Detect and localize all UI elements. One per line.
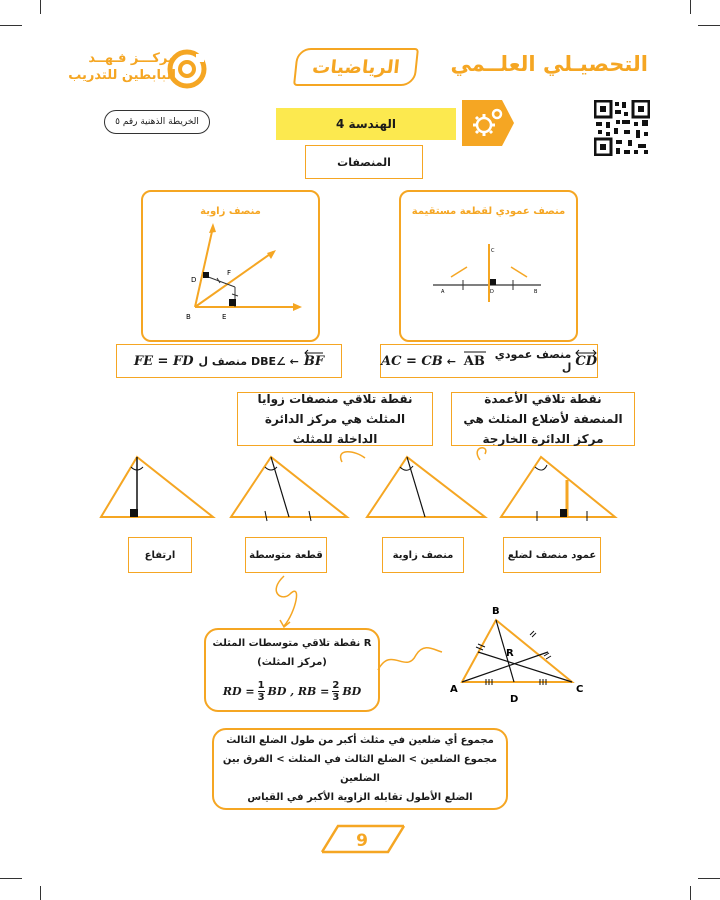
- crop-mark: [690, 886, 691, 900]
- angle-bisector-card: [141, 190, 320, 342]
- crop-mark: [690, 0, 691, 14]
- incenter-note: نقطة تلاقي منصفات زوايا المثلث هي مركز الدائرة الداخلة للمثلث: [237, 392, 433, 446]
- centroid-line-1: R نقطة تلاقي متوسطات المثلث: [212, 638, 372, 649]
- point-label: D: [490, 289, 494, 295]
- qr-code-icon: [594, 100, 650, 156]
- point-label: R: [506, 648, 514, 659]
- label-median: قطعة متوسطة: [245, 537, 327, 573]
- point-label: B: [186, 313, 191, 321]
- topic-box: المنصفات: [305, 145, 423, 179]
- logo-icon: [166, 48, 208, 90]
- caption-text: ← ∠DBE منصف ل: [198, 354, 299, 368]
- angle-bisector-title: منصف زاوية: [200, 206, 261, 217]
- caption-ray: BF: [304, 354, 324, 369]
- median-connector-arrow: [262, 572, 322, 632]
- crop-mark: [0, 25, 22, 26]
- fraction-two-thirds: $\frac{2}{3}$: [332, 680, 340, 703]
- point-label: A: [450, 684, 458, 695]
- label-angle-bisector: منصف زاوية: [382, 537, 464, 573]
- subject-badge: الرياضيات: [293, 48, 419, 86]
- crop-mark: [698, 878, 720, 879]
- logo-line-1: مركـــز فـهــد: [88, 51, 176, 66]
- caption-line: CD: [575, 354, 597, 369]
- inequality-line-1: مجموع أي ضلعين في مثلث أكبر من طول الضلع الثالث: [226, 735, 494, 746]
- page-number-badge: [318, 822, 408, 858]
- angle-bisector-figure: [143, 192, 318, 340]
- centroid-formula: RD = $\frac{1}{3}$ BD , RB = $\frac{2}{3}$ BD: [222, 680, 362, 703]
- centroid-card: [204, 628, 380, 712]
- label-perp-bisector: عمود منصف لضلع: [503, 537, 601, 573]
- perp-bisector-title: منصف عمودي لقطعة مستقيمة: [411, 206, 566, 217]
- crop-mark: [40, 886, 41, 900]
- point-label: B: [492, 606, 500, 617]
- point-label: D: [510, 694, 519, 705]
- segment-bar-icon: [464, 351, 486, 354]
- crop-mark: [40, 0, 41, 14]
- inequality-line-3: الضلع الأطول تقابله الزاوية الأكبر في القياس: [247, 792, 473, 803]
- page-number: 9: [356, 831, 368, 851]
- point-label: C: [576, 684, 584, 695]
- inequality-line-2: مجموع الضلعين > الضلع الثالث في المثلث > الفرق بين الضلعين: [222, 754, 498, 784]
- connector-arrows: [330, 440, 490, 470]
- point-label: B: [534, 289, 538, 295]
- perp-bisector-caption: [380, 344, 598, 378]
- logo-text: [66, 50, 176, 84]
- caption-arrow: ←: [446, 354, 460, 368]
- label-altitude: ارتفاع: [128, 537, 192, 573]
- gears-icon: [462, 100, 514, 146]
- point-label: D: [191, 276, 197, 284]
- centroid-connector-arrow: [376, 640, 446, 680]
- logo-line-2: البابطين للتدريب: [68, 68, 176, 83]
- caption-segment: AB: [464, 354, 485, 369]
- section-banner: الهندسة 4: [276, 108, 456, 140]
- caption-formula: AC = CB: [381, 353, 443, 369]
- page-title: التحصيـلي العلــمي: [450, 52, 648, 76]
- point-label: C: [491, 248, 495, 254]
- map-number-label: الخريطة الذهنية رقم ٥: [104, 110, 210, 134]
- inequality-card: [212, 728, 508, 810]
- perp-bisector-card: [399, 190, 578, 342]
- caption-formula: FE = FD: [133, 353, 194, 369]
- point-label: F: [227, 269, 232, 277]
- point-label: E: [222, 313, 227, 321]
- centroid-line-2: (مركز المثلث): [257, 657, 327, 668]
- circumcenter-note: نقطة تلاقي الأعمدة المنصفة لأضلاع المثلث هي مركز الدائرة الخارجة: [451, 392, 635, 446]
- crop-mark: [698, 25, 720, 26]
- line-arrow-icon: [575, 349, 597, 356]
- ray-arrow-icon: [304, 349, 324, 356]
- point-label: A: [441, 289, 445, 295]
- angle-bisector-caption: [116, 344, 342, 378]
- perp-bisector-figure: [401, 192, 576, 340]
- fraction-one-third: $\frac{1}{3}$: [257, 680, 265, 703]
- crop-mark: [0, 878, 22, 879]
- caption-text: منصف عمودي ل: [494, 348, 572, 374]
- centroid-figure: [440, 600, 600, 710]
